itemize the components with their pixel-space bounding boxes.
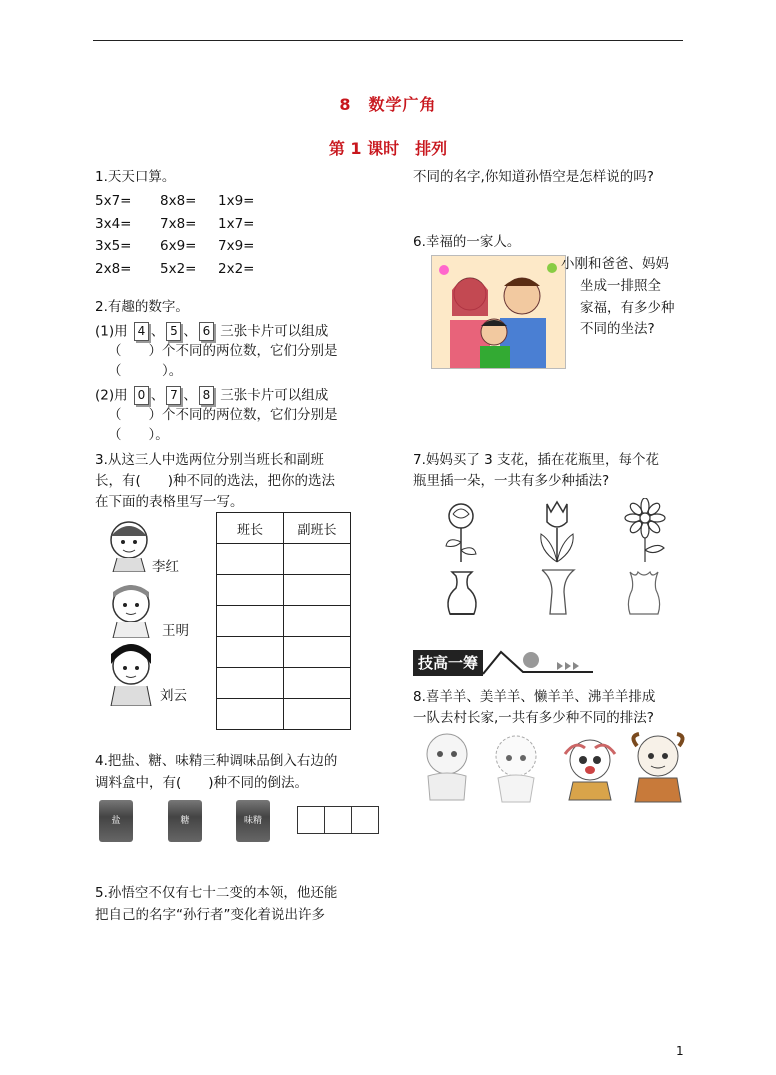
q2-part2-line2: （ ）个不同的两位数，它们分别是 <box>108 407 338 423</box>
header-rule <box>93 40 683 41</box>
q2-part2-line3: （ ）。 <box>108 427 169 443</box>
q2-part1-line3: （ ）。 <box>108 363 183 379</box>
q2-part1-line2: （ ）个不同的两位数，它们分别是 <box>108 343 338 359</box>
vase-tall-icon <box>538 568 578 620</box>
q8-line1: 8.喜羊羊、美羊羊、懒羊羊、沸羊羊排成 <box>413 689 656 705</box>
boy-wangming-image <box>105 580 157 638</box>
table-row <box>217 544 351 575</box>
rose-icon <box>438 500 484 564</box>
table-header-monitor: 班长 <box>217 513 284 544</box>
sheep-xiyangyang-image <box>414 730 480 802</box>
table-header-vice-monitor: 副班长 <box>284 513 351 544</box>
q7-line1: 7.妈妈买了 3 支花，插在花瓶里，每个花 <box>413 452 660 468</box>
number-card: 8 <box>199 386 214 405</box>
box-compartment <box>297 806 325 834</box>
msg-bag: 味精 <box>236 800 270 842</box>
q2-title: 2.有趣的数字。 <box>95 299 189 315</box>
vase-round-icon <box>442 570 482 620</box>
sheep-lanyangyang-image <box>555 734 625 804</box>
chapter-title: 8 数学广角 <box>339 95 437 114</box>
page-number: 1 <box>676 1044 684 1058</box>
q1-title: 1.天天口算。 <box>95 169 176 185</box>
q6-title: 6.幸福的一家人。 <box>413 234 521 250</box>
q8-line2: 一队去村长家,一共有多少种不同的排法? <box>413 710 654 726</box>
sugar-bag: 糖 <box>168 800 202 842</box>
girl-lihong-image <box>103 516 155 572</box>
q5-line3: 不同的名字,你知道孙悟空是怎样说的吗? <box>413 169 654 185</box>
table-row <box>217 699 351 730</box>
table-row <box>217 668 351 699</box>
number-card: 5 <box>166 322 181 341</box>
q6-line3: 家福，有多少种 <box>580 300 675 316</box>
banner-decoration-icon <box>483 648 593 678</box>
q2-part1: (1)用 4 、 5 、 6 三张卡片可以组成 <box>95 323 329 340</box>
name-liuyun: 刘云 <box>160 688 187 704</box>
q4-line2: 调料盒中，有( )种不同的倒法。 <box>95 775 309 791</box>
box-compartment <box>324 806 352 834</box>
daisy-icon <box>620 498 670 564</box>
q7-line2: 瓶里插一朵，一共有多少种插法? <box>413 473 610 489</box>
q6-line4: 不同的坐法? <box>580 321 655 337</box>
lesson-title: 第 1 课时 排列 <box>328 139 448 158</box>
q5-line1: 5.孙悟空不仅有七十二变的本领，他还能 <box>95 885 338 901</box>
sheep-feiyangyang-image <box>625 730 691 806</box>
q3-line3: 在下面的表格里写一写。 <box>95 494 244 510</box>
q5-line2: 把自己的名字“孙行者”变化着说出许多 <box>95 907 325 923</box>
salt-bag: 盐 <box>99 800 133 842</box>
q4-line1: 4.把盐、糖、味精三种调味品倒入右边的 <box>95 753 338 769</box>
name-lihong: 李红 <box>152 559 179 575</box>
q3-line2: 长，有( )种不同的选法，把你的选法 <box>95 473 336 489</box>
q2-part2: (2)用 0 、 7 、 8 三张卡片可以组成 <box>95 387 329 404</box>
challenge-banner: 技高一筹 <box>413 650 483 676</box>
q6-line1: 小刚和爸爸、妈妈 <box>561 256 669 272</box>
number-card: 0 <box>134 386 149 405</box>
family-photo-image <box>431 255 566 369</box>
table-row <box>217 637 351 668</box>
q1-row: 2x8= 5x2= 2x2= <box>95 260 255 277</box>
sheep-meiyangyang-image <box>484 732 548 804</box>
class-monitor-table <box>216 512 351 730</box>
tulip-icon <box>535 498 579 564</box>
q1-row: 3x5= 6x9= 7x9= <box>95 238 255 254</box>
number-card: 7 <box>166 386 181 405</box>
seasoning-box <box>297 806 378 838</box>
name-wangming: 王明 <box>162 623 189 639</box>
q1-grid <box>95 192 254 282</box>
number-card: 6 <box>199 322 214 341</box>
vase-flared-icon <box>624 568 664 620</box>
q1-row: 3x4= 7x8= 1x7= <box>95 215 255 232</box>
table-row <box>217 575 351 606</box>
box-compartment <box>351 806 379 834</box>
q1-row: 5x7= 8x8= 1x9= <box>95 193 255 209</box>
q6-line2: 坐成一排照全 <box>580 278 661 294</box>
table-row <box>217 606 351 637</box>
number-card: 4 <box>134 322 149 341</box>
q3-line1: 3.从这三人中选两位分别当班长和副班 <box>95 452 324 468</box>
girl-liuyun-image <box>103 640 159 706</box>
